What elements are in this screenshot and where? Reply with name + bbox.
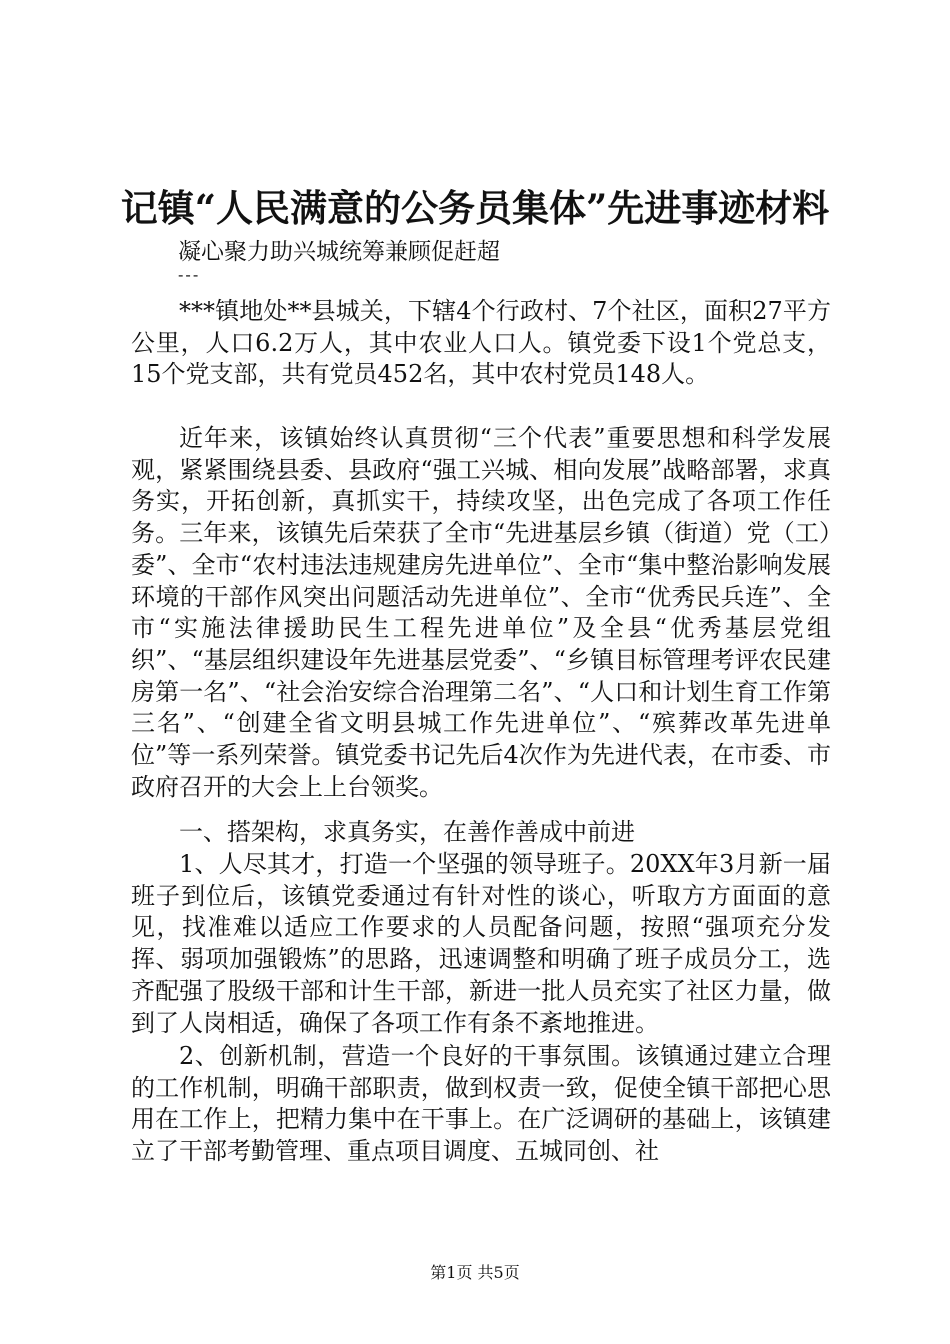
section-heading-1: 一、搭架构，求真务实，在善作善成中前进 (179, 818, 635, 846)
paragraph-leadership: 1、人尽其才，打造一个坚强的领导班子。20XX年3月新一届班子到位后，该镇党委通过有针对性的谈心，听取方方面面的意见，找准难以适应工作要求的人员配备问题，按照“强项充分发挥、弱项加强锻炼”的思路，迅速调整和明确了班子成员分工，选齐配强了股级干部和计生干部，新进一批人员充实了社区力量，做到了人岗相适，确保了各项工作有条不紊地推进。 (131, 850, 831, 1037)
paragraph-achievements: 近年来，该镇始终认真贯彻“三个代表”重要思想和科学发展观，紧紧围绕县委、县政府“强工兴城、相向发展”战略部署，求真务实，开拓创新，真抓实干，持续攻坚，出色完成了各项工作任务。三年来，该镇先后荣获了全市“先进基层乡镇（街道）党（工）委”、全市“农村违法违规建房先进单位”、全市“集中整治影响发展环境的干部作风突出问题活动先进单位”、全市“优秀民兵连”、全市“实施法律援助民生工程先进单位”及全县“优秀基层党组织”、“基层组织建设年先进基层党委”、“乡镇目标管理考评农民建房第一名”、“社会治安综合治理第二名”、“人口和计划生育工作第三名”、“创建全省文明县城工作先进单位”、“殡葬改革先进单位”等一系列荣誉。镇党委书记先后4次作为先进代表，在市委、市政府召开的大会上上台领奖。 (131, 424, 831, 801)
document-subtitle: 凝心聚力助兴城统筹兼顾促赶超 (178, 239, 500, 265)
document-title: 记镇“人民满意的公务员集体”先进事迹材料 (120, 186, 830, 230)
paragraph-mechanism: 2、创新机制，营造一个良好的干事氛围。该镇通过建立合理的工作机制，明确干部职责，做到权责一致，促使全镇干部把心思用在工作上，把精力集中在干事上。在广泛调研的基础上，该镇建立了干部考勤管理、重点项目调度、五城同创、社 (131, 1042, 831, 1166)
subtitle-dashes: --- (178, 265, 201, 284)
paragraph-overview: ***镇地处**县城关，下辖4个行政村、7个社区，面积27平方公里，人口6.2万人，其中农业人口人。镇党委下设1个党总支，15个党支部，共有党员452名，其中农村党员148人。 (131, 297, 831, 389)
page-number-footer: 第1页 共5页 (430, 1263, 520, 1282)
